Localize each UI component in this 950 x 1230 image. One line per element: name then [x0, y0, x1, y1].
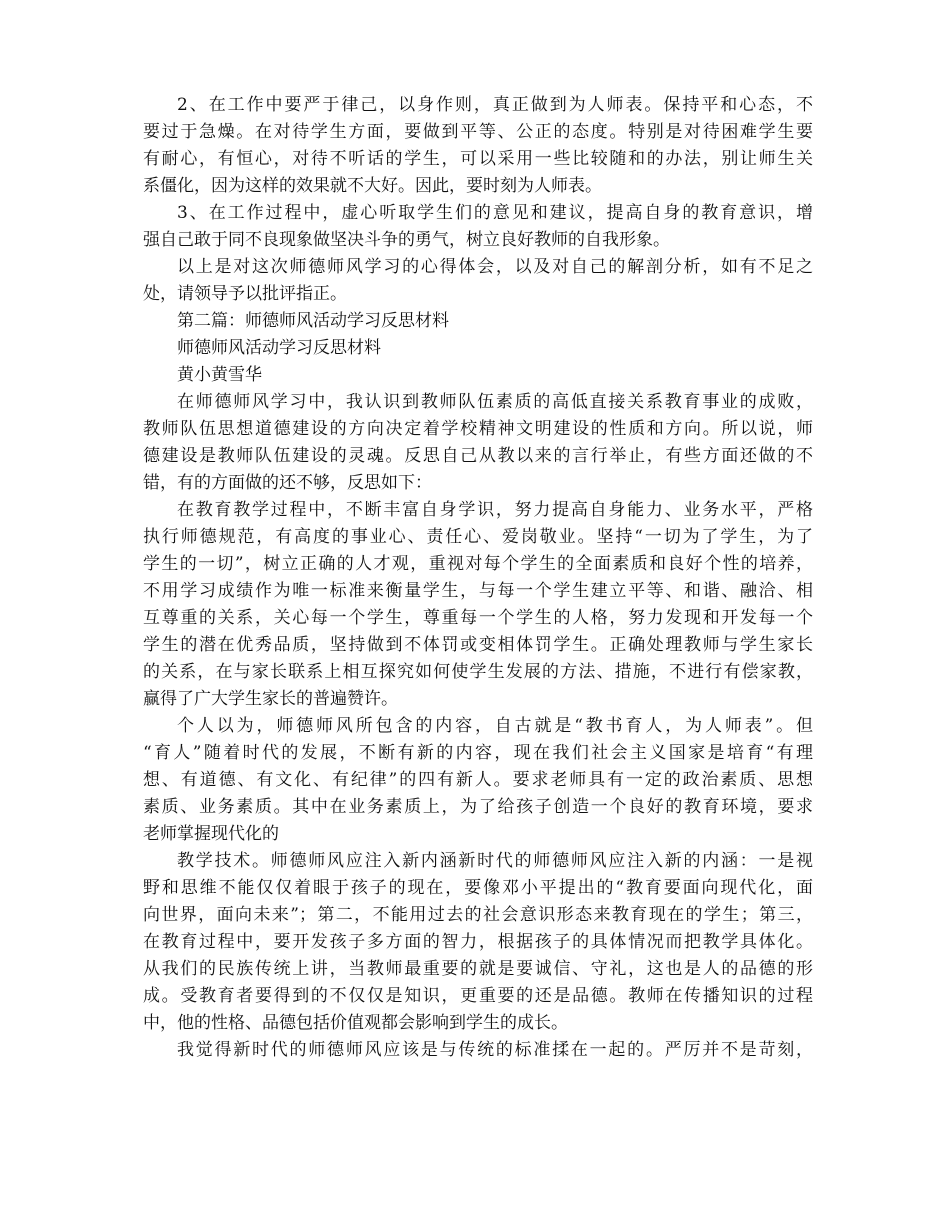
text-line: 教师队伍思想道德建设的方向决定着学校精神文明建设的性质和方向。所以说，师: [143, 419, 813, 439]
text-line: 想、有道德、有文化、有纪律”的四有新人。要求老师具有一定的政治素质、思想: [143, 770, 813, 790]
text-line: 素质、业务素质。其中在业务素质上，为了给孩子创造一个良好的教育环境，要求: [143, 797, 813, 817]
text-line: 学生的潜在优秀品质，坚持做到不体罚或变相体罚学生。正确处理教师与学生家长: [143, 635, 813, 655]
text-line: 我觉得新时代的师德师风应该是与传统的标准揉在一起的。严厉并不是苛刻，: [177, 1040, 813, 1060]
text-line: 系僵化，因为这样的效果就不大好。因此，要时刻为人师表。: [143, 176, 602, 196]
text-line: 有耐心，有恒心，对待不听话的学生，可以采用一些比较随和的办法，别让师生关: [143, 149, 813, 169]
text-line: 以上是对这次师德师风学习的心得体会，以及对自己的解剖分析，如有不足之: [177, 257, 813, 277]
text-line: 向世界，面向未来”；第二，不能用过去的社会意识形态来教育现在的学生；第三，: [143, 905, 813, 925]
text-line: 在师德师风学习中，我认识到教师队伍素质的高低直接关系教育事业的成败，: [177, 392, 813, 412]
text-line: 德建设是教师队伍建设的灵魂。反思自己从教以来的言行举止，有些方面还做的不: [143, 446, 813, 466]
text-line: 黄小黄雪华: [177, 365, 262, 385]
document-body: [143, 92, 813, 1064]
text-line: 野和思维不能仅仅着眼于孩子的现在，要像邓小平提出的“教育要面向现代化，面: [143, 878, 813, 898]
text-line: 个人以为，师德师风所包含的内容，自古就是“教书育人，为人师表”。但: [177, 716, 813, 736]
text-line: 互尊重的关系，关心每一个学生，尊重每一个学生的人格，努力发现和开发每一个: [143, 608, 813, 628]
text-line: 教学技术。师德师风应注入新内涵新时代的师德师风应注入新的内涵：一是视: [177, 851, 813, 871]
text-line: 3、在工作过程中，虚心听取学生们的意见和建议，提高自身的教育意识，增: [177, 203, 813, 223]
text-line: 在教育过程中，要开发孩子多方面的智力，根据孩子的具体情况而把教学具体化。: [143, 932, 813, 952]
text-line: 不用学习成绩作为唯一标准来衡量学生，与每一个学生建立平等、和谐、融洽、相: [143, 581, 813, 601]
text-line: 处，请领导予以批评指正。: [143, 284, 347, 304]
text-line: “育人”随着时代的发展，不断有新的内容，现在我们社会主义国家是培育“有理: [143, 743, 813, 763]
text-line: 2、在工作中要严于律己，以身作则，真正做到为人师表。保持平和心态，不: [177, 95, 813, 115]
text-line: 在教育教学过程中，不断丰富自身学识，努力提高自身能力、业务水平，严格: [177, 500, 813, 520]
text-line: 学生的一切”，树立正确的人才观，重视对每个学生的全面素质和良好个性的培养，: [143, 554, 813, 574]
text-line: 师德师风活动学习反思材料: [177, 338, 381, 358]
text-line: 老师掌握现代化的: [143, 824, 279, 844]
text-line: 中，他的性格、品德包括价值观都会影响到学生的成长。: [143, 1013, 568, 1033]
text-line: 的关系，在与家长联系上相互探究如何使学生发展的方法、措施，不进行有偿家教，: [143, 662, 813, 682]
text-line: 赢得了广大学生家长的普遍赞许。: [143, 689, 398, 709]
text-line: 强自己敢于同不良现象做坚决斗争的勇气，树立良好教师的自我形象。: [143, 230, 670, 250]
text-line: 第二篇：师德师风活动学习反思材料: [177, 311, 449, 331]
text-line: 要过于急燥。在对待学生方面，要做到平等、公正的态度。特别是对待困难学生要: [143, 122, 813, 142]
text-line: 成。受教育者要得到的不仅仅是知识，更重要的还是品德。教师在传播知识的过程: [143, 986, 813, 1006]
text-line: 执行师德规范，有高度的事业心、责任心、爱岗敬业。坚持“一切为了学生，为了: [143, 527, 813, 547]
text-line: 错，有的方面做的还不够，反思如下：: [143, 473, 432, 493]
text-line: 从我们的民族传统上讲，当教师最重要的就是要诚信、守礼，这也是人的品德的形: [143, 959, 813, 979]
